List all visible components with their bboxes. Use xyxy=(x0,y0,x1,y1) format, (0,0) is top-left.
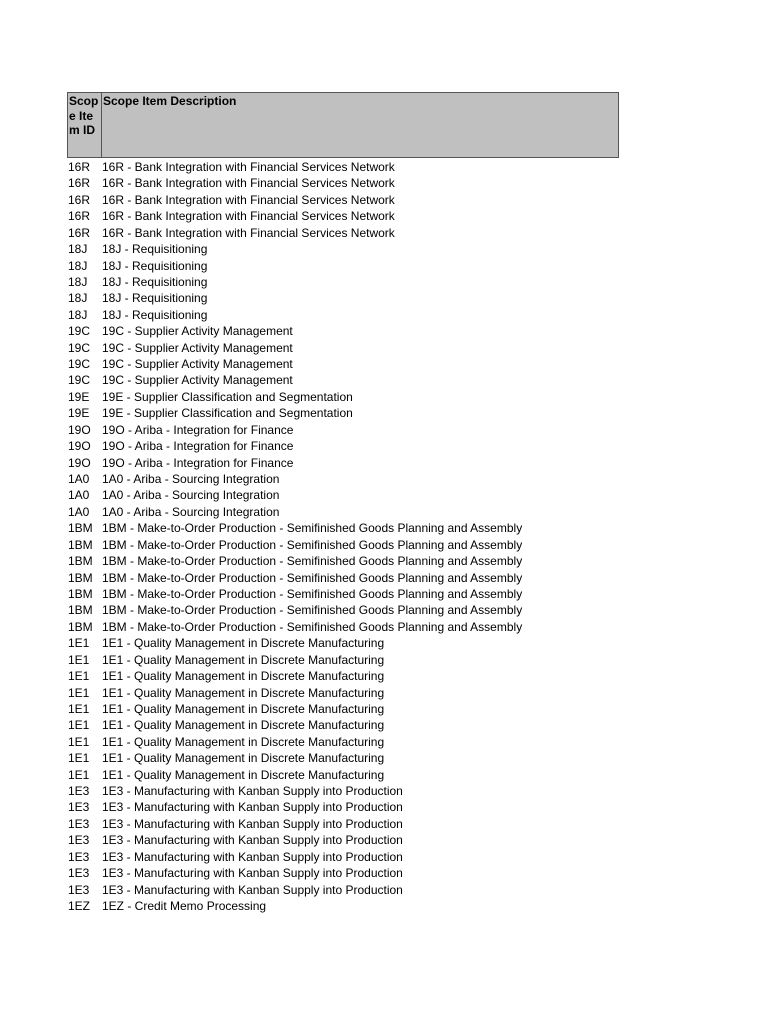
scope-item-description-cell: 1A0 - Ariba - Sourcing Integration xyxy=(102,488,280,503)
scope-item-id-cell: 1A0 xyxy=(68,504,90,519)
scope-item-id-cell: 16R xyxy=(68,192,91,207)
scope-item-description-cell: 16R - Bank Integration with Financial Services Network xyxy=(102,160,395,174)
table-row xyxy=(67,258,619,274)
scope-item-id-cell: 1E1 xyxy=(68,652,90,667)
scope-item-id-cell: 16R xyxy=(68,176,91,191)
scope-item-id-cell: 1E1 xyxy=(68,751,90,766)
scope-item-description-cell: 19O - Ariba - Integration for Finance xyxy=(102,455,294,470)
scope-item-description-cell: 1E3 - Manufacturing with Kanban Supply into Production xyxy=(102,833,403,848)
table-row xyxy=(67,898,619,914)
scope-item-id-cell: 19O xyxy=(68,455,91,470)
table-row xyxy=(67,537,619,553)
scope-item-description-cell: 1E3 - Manufacturing with Kanban Supply into Production xyxy=(102,784,403,799)
table-row xyxy=(67,504,619,520)
scope-item-id-cell: 19O xyxy=(68,439,91,454)
table-row xyxy=(67,455,619,471)
scope-item-description-cell: 18J - Requisitioning xyxy=(102,258,208,273)
scope-item-description-cell: 16R - Bank Integration with Financial Services Network xyxy=(102,176,395,191)
table-row xyxy=(67,192,619,208)
table-row xyxy=(67,750,619,766)
scope-item-id-cell: 19C xyxy=(68,324,91,339)
scope-item-description-cell: 1E3 - Manufacturing with Kanban Supply into Production xyxy=(102,866,403,881)
scope-item-id-cell: 19O xyxy=(68,422,91,437)
table-row xyxy=(67,422,619,438)
table-row xyxy=(67,717,619,733)
table-row xyxy=(67,290,619,306)
scope-item-id-cell: 16R xyxy=(68,160,91,174)
scope-item-description-cell: 19C - Supplier Activity Management xyxy=(102,373,293,388)
table-row xyxy=(67,602,619,618)
scope-item-description-cell: 18J - Requisitioning xyxy=(102,307,208,322)
scope-item-description-cell: 16R - Bank Integration with Financial Services Network xyxy=(102,192,395,207)
scope-item-id-cell: 16R xyxy=(68,225,91,240)
table-row xyxy=(67,175,619,191)
scope-item-description-cell: 1E1 - Quality Management in Discrete Manufacturing xyxy=(102,767,385,782)
scope-item-id-cell: 1E3 xyxy=(68,882,90,897)
scope-item-id-cell: 1E3 xyxy=(68,849,90,864)
table-row xyxy=(67,372,619,388)
scope-item-description-cell: 18J - Requisitioning xyxy=(102,291,208,306)
scope-item-description-cell: 19E - Supplier Classification and Segmentation xyxy=(102,406,353,421)
scope-item-id-cell: 19C xyxy=(68,373,91,388)
scope-item-description-cell: 1E1 - Quality Management in Discrete Manufacturing xyxy=(102,669,385,684)
table-row xyxy=(67,849,619,865)
table-row xyxy=(67,340,619,356)
table-row xyxy=(67,208,619,224)
table-header-row xyxy=(67,92,619,158)
table-row xyxy=(67,832,619,848)
table-row xyxy=(67,225,619,241)
table-row xyxy=(67,685,619,701)
table-row xyxy=(67,635,619,651)
scope-item-description-cell: 18J - Requisitioning xyxy=(102,242,208,257)
scope-item-id-cell: 1E1 xyxy=(68,685,90,700)
scope-item-description-cell: 19O - Ariba - Integration for Finance xyxy=(102,439,294,454)
scope-item-id-cell: 1BM xyxy=(68,603,93,618)
table-row xyxy=(67,553,619,569)
scope-item-description-cell: 1BM - Make-to-Order Production - Semifinished Goods Planning and Assembly xyxy=(102,537,523,552)
scope-item-description-cell: 1E1 - Quality Management in Discrete Manufacturing xyxy=(102,718,385,733)
scope-item-id-cell: 18J xyxy=(68,274,88,289)
scope-item-id-cell: 18J xyxy=(68,258,88,273)
scope-item-id-cell: 1E3 xyxy=(68,866,90,881)
scope-item-description-cell: 1A0 - Ariba - Sourcing Integration xyxy=(102,472,280,487)
table-row xyxy=(67,865,619,881)
scope-item-id-cell: 18J xyxy=(68,307,88,322)
header-scope-item-id: Scope Item ID xyxy=(68,93,102,157)
scope-item-id-cell: 1E3 xyxy=(68,833,90,848)
table-row xyxy=(67,701,619,717)
scope-item-id-cell: 1BM xyxy=(68,619,93,634)
scope-item-description-cell: 1BM - Make-to-Order Production - Semifinished Goods Planning and Assembly xyxy=(102,586,523,601)
scope-item-id-cell: 1E1 xyxy=(68,701,90,716)
scope-item-id-cell: 1E3 xyxy=(68,800,90,815)
scope-item-id-cell: 1E1 xyxy=(68,718,90,733)
scope-item-description-cell: 1BM - Make-to-Order Production - Semifinished Goods Planning and Assembly xyxy=(102,603,523,618)
scope-item-description-cell: 1E1 - Quality Management in Discrete Manufacturing xyxy=(102,751,385,766)
scope-item-description-cell: 1BM - Make-to-Order Production - Semifinished Goods Planning and Assembly xyxy=(102,570,523,585)
scope-item-description-cell: 1E3 - Manufacturing with Kanban Supply into Production xyxy=(102,882,403,897)
scope-item-description-cell: 1E1 - Quality Management in Discrete Manufacturing xyxy=(102,636,385,651)
scope-item-id-cell: 1EZ xyxy=(68,898,91,913)
scope-item-id-cell: 1BM xyxy=(68,537,93,552)
scope-item-id-cell: 1BM xyxy=(68,570,93,585)
scope-item-description-cell: 1A0 - Ariba - Sourcing Integration xyxy=(102,504,280,519)
scope-item-description-cell: 19C - Supplier Activity Management xyxy=(102,340,293,355)
table-row xyxy=(67,307,619,323)
table-row xyxy=(67,274,619,290)
scope-item-description-cell: 1E1 - Quality Management in Discrete Manufacturing xyxy=(102,701,385,716)
scope-item-description-cell: 1BM - Make-to-Order Production - Semifinished Goods Planning and Assembly xyxy=(102,619,523,634)
table-row xyxy=(67,356,619,372)
scope-item-description-cell: 1E1 - Quality Management in Discrete Manufacturing xyxy=(102,652,385,667)
scope-item-description-cell: 16R - Bank Integration with Financial Services Network xyxy=(102,225,395,240)
scope-item-description-cell: 18J - Requisitioning xyxy=(102,274,208,289)
table-row xyxy=(67,668,619,684)
scope-item-id-cell: 1BM xyxy=(68,586,93,601)
scope-item-description-cell: 19C - Supplier Activity Management xyxy=(102,324,293,339)
table-row xyxy=(67,767,619,783)
scope-item-id-cell: 19E xyxy=(68,406,90,421)
table-row xyxy=(67,323,619,339)
scope-item-id-cell: 1BM xyxy=(68,554,93,569)
table-body xyxy=(67,159,619,914)
scope-item-id-cell: 1A0 xyxy=(68,488,90,503)
scope-item-description-cell: 1E1 - Quality Management in Discrete Manufacturing xyxy=(102,685,385,700)
scope-item-description-cell: 1BM - Make-to-Order Production - Semifinished Goods Planning and Assembly xyxy=(102,521,523,536)
scope-item-description-cell: 19O - Ariba - Integration for Finance xyxy=(102,422,294,437)
table-row xyxy=(67,783,619,799)
scope-item-id-cell: 19C xyxy=(68,340,91,355)
scope-item-id-cell: 1BM xyxy=(68,521,93,536)
table-row xyxy=(67,159,619,175)
scope-item-description-cell: 1E1 - Quality Management in Discrete Manufacturing xyxy=(102,734,385,749)
scope-item-id-cell: 19E xyxy=(68,389,90,404)
scope-item-id-cell: 1E3 xyxy=(68,816,90,831)
table-row xyxy=(67,652,619,668)
scope-item-description-cell: 1EZ - Credit Memo Processing xyxy=(102,898,267,913)
table-row xyxy=(67,389,619,405)
scope-item-description-cell: 1E3 - Manufacturing with Kanban Supply into Production xyxy=(102,816,403,831)
scope-item-id-cell: 1E1 xyxy=(68,767,90,782)
table-row xyxy=(67,799,619,815)
scope-item-description-cell: 1E3 - Manufacturing with Kanban Supply into Production xyxy=(102,849,403,864)
table-row xyxy=(67,619,619,635)
table-row xyxy=(67,734,619,750)
table-row xyxy=(67,241,619,257)
scope-item-id-cell: 18J xyxy=(68,242,88,257)
table-row xyxy=(67,438,619,454)
table-row xyxy=(67,405,619,421)
table-row xyxy=(67,586,619,602)
table-row xyxy=(67,816,619,832)
scope-item-id-cell: 16R xyxy=(68,209,91,224)
scope-item-id-cell: 1E1 xyxy=(68,734,90,749)
scope-item-id-cell: 1E1 xyxy=(68,669,90,684)
scope-item-description-cell: 19C - Supplier Activity Management xyxy=(102,357,293,372)
scope-item-description-cell: 1BM - Make-to-Order Production - Semifinished Goods Planning and Assembly xyxy=(102,554,523,569)
scope-item-description-cell: 1E3 - Manufacturing with Kanban Supply into Production xyxy=(102,800,403,815)
header-scope-item-description: Scope Item Description xyxy=(103,94,237,108)
scope-item-description-cell: 19E - Supplier Classification and Segmentation xyxy=(102,389,353,404)
table-row xyxy=(67,520,619,536)
scope-item-id-cell: 19C xyxy=(68,357,91,372)
scope-item-table xyxy=(67,92,619,914)
scope-item-description-cell: 16R - Bank Integration with Financial Services Network xyxy=(102,209,395,224)
scope-item-id-cell: 1A0 xyxy=(68,472,90,487)
scope-item-id-cell: 18J xyxy=(68,291,88,306)
scope-item-id-cell: 1E3 xyxy=(68,784,90,799)
table-row xyxy=(67,487,619,503)
table-row xyxy=(67,882,619,898)
table-row xyxy=(67,471,619,487)
table-row xyxy=(67,570,619,586)
scope-item-id-cell: 1E1 xyxy=(68,636,90,651)
